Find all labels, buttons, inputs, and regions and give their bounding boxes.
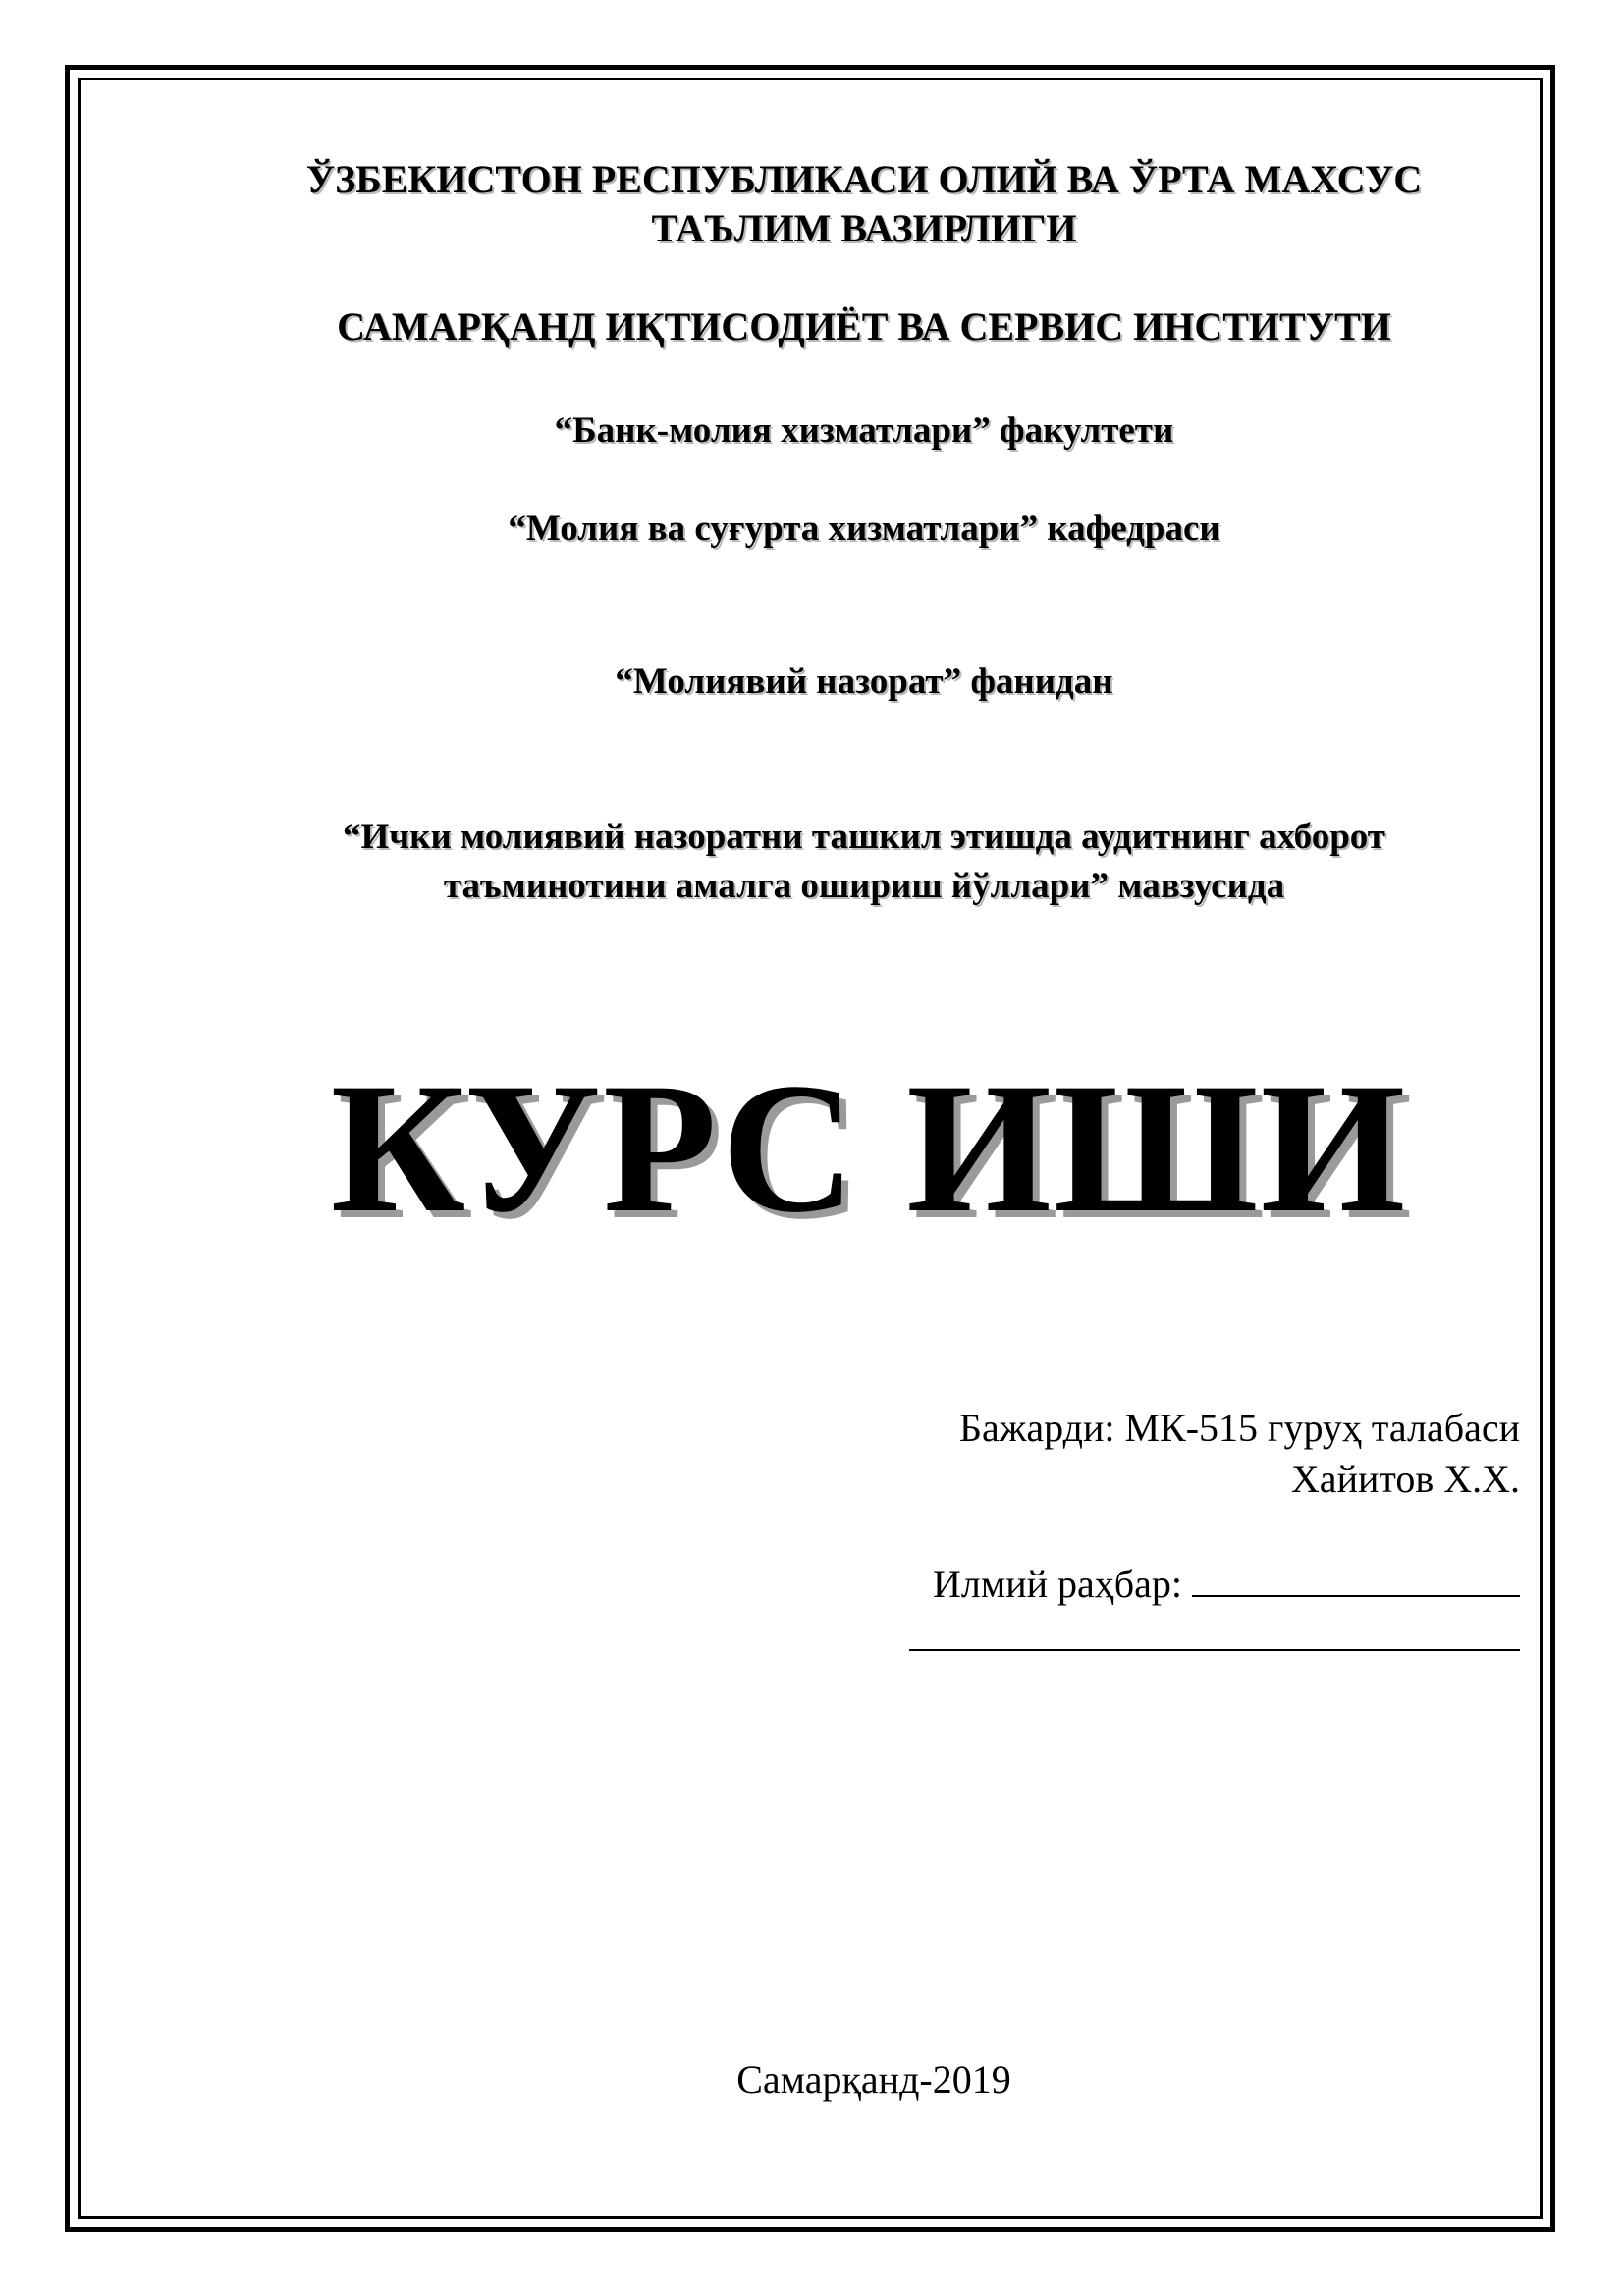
performed-by-label: Бажарди: МК-515 гуруҳ талабаси — [959, 1406, 1520, 1450]
department-name: “Молия ва суғурта хизматлари” кафедраси — [508, 508, 1220, 549]
supervisor-blank-line-2 — [909, 1649, 1520, 1651]
topic-title — [177, 813, 1551, 911]
topic-title-line1: “Ички молиявий назоратни ташкил этишда аудитнинг ахборот — [343, 817, 1385, 857]
supervisor-line — [734, 1556, 1520, 1609]
ministry-title-line1: ЎЗБЕКИСТОН РЕСПУБЛИКАСИ ОЛИЙ ВА ЎРТА МАХСУС — [305, 157, 1423, 201]
subject-name: “Молиявий назорат” фанидан — [615, 662, 1113, 702]
ministry-title-line2: ТАЪЛИМ ВАЗИРЛИГИ — [651, 206, 1077, 250]
faculty-name: “Банк-молия хизматлари” факултети — [554, 410, 1174, 451]
student-name: Хайитов Х.Х. — [1290, 1457, 1520, 1501]
supervisor-blank-line — [1192, 1556, 1520, 1597]
institute-title: САМАРҚАНД ИҚТИСОДИЁТ ВА СЕРВИС ИНСТИТУТИ — [337, 304, 1391, 348]
document-type-title: КУРС ИШИ — [330, 1045, 1408, 1252]
topic-title-line2: таъминотини амалга ошириш йўллари” мавзусида — [443, 866, 1285, 906]
ministry-title — [177, 155, 1551, 253]
supervisor-label: Илмий раҳбар: — [933, 1562, 1182, 1606]
city-year: Самарқанд-2019 — [736, 2057, 1011, 2102]
